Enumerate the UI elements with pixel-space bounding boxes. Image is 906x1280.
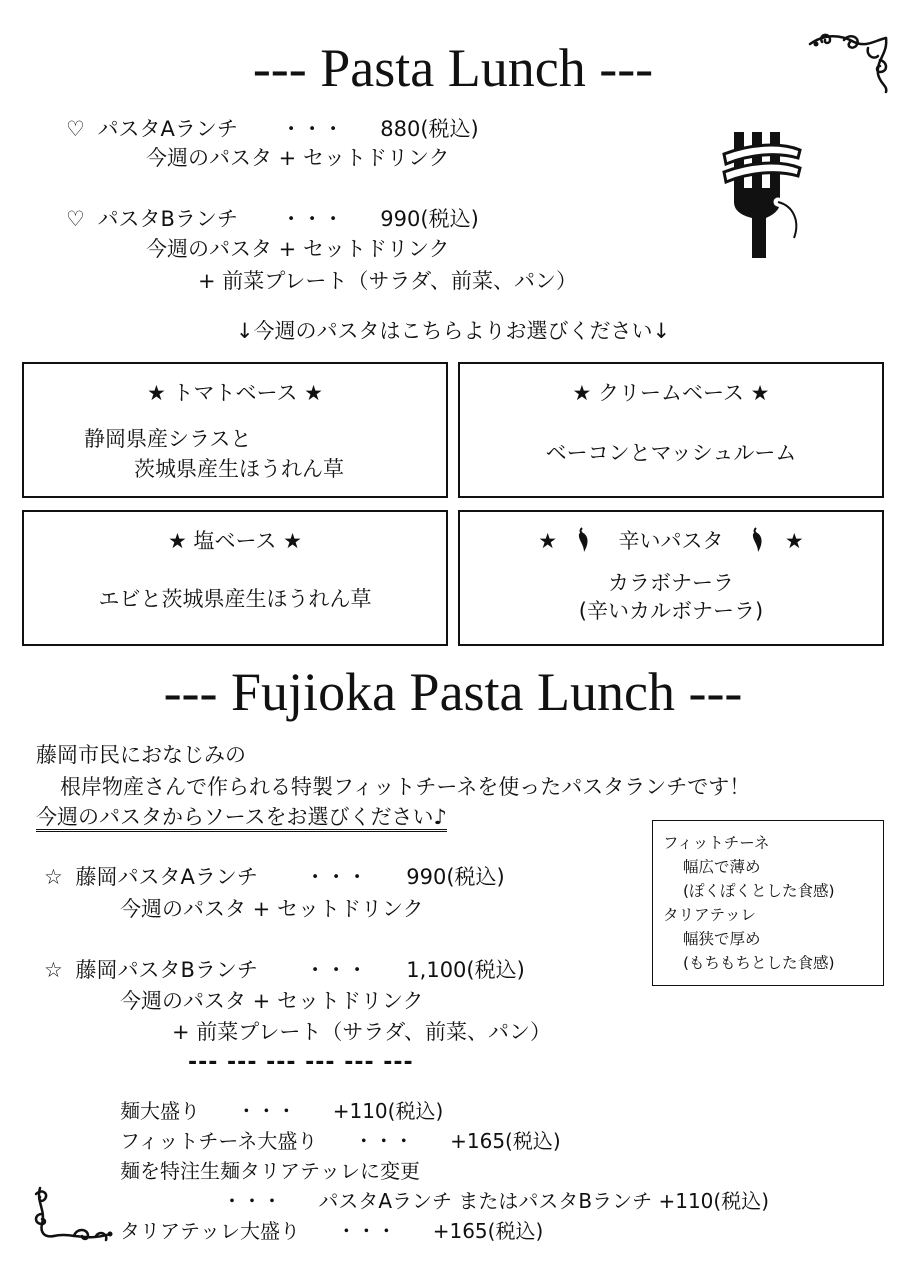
note-line: フィットチーネ bbox=[663, 834, 770, 852]
intro-line: 藤岡市民におなじみの bbox=[36, 743, 246, 767]
item-mark: ☆ bbox=[44, 865, 63, 889]
note-line: タリアテッレ bbox=[663, 906, 757, 924]
spicy-heading: 辛いパスタ bbox=[618, 529, 724, 553]
base-heading: ★ 塩ベース ★ bbox=[168, 529, 302, 553]
note-line: 幅広で薄め bbox=[683, 858, 761, 876]
item-price: 1,100(税込) bbox=[406, 958, 525, 982]
option-dots: ・・・ bbox=[336, 1219, 397, 1243]
item-name: 藤岡パスタBランチ bbox=[75, 958, 258, 982]
item-desc: + 前菜プレート（サラダ、前菜、パン） bbox=[198, 269, 577, 293]
item-dots: ・・・ bbox=[280, 117, 344, 141]
intro-line bbox=[36, 802, 447, 832]
base-box-spicy bbox=[458, 510, 884, 646]
item-name: 藤岡パスタAランチ bbox=[75, 865, 258, 889]
option-row bbox=[120, 1156, 420, 1186]
option-row bbox=[120, 1216, 543, 1246]
item-mark: ♡ bbox=[66, 117, 85, 141]
option-dots: ・・・ bbox=[222, 1189, 282, 1213]
base-box-tomato bbox=[22, 362, 448, 498]
item-desc: + 前菜プレート（サラダ、前菜、パン） bbox=[172, 1020, 551, 1044]
item-mark: ☆ bbox=[44, 958, 63, 982]
item-desc: 今週のパスタ + セットドリンク bbox=[120, 897, 424, 921]
option-row bbox=[120, 1126, 561, 1156]
menu-item-fujioka-a bbox=[44, 862, 505, 892]
base-desc: 静岡県産シラスと bbox=[84, 427, 252, 451]
base-desc: (辛いカルボナーラ) bbox=[578, 599, 764, 623]
base-desc: エビと茨城県産生ほうれん草 bbox=[98, 587, 372, 611]
base-heading bbox=[460, 526, 882, 556]
base-desc: 茨城県産生ほうれん草 bbox=[134, 457, 344, 481]
base-heading: ★ トマトベース ★ bbox=[147, 381, 323, 405]
note-line: (ぽくぽくとした食感) bbox=[683, 882, 835, 900]
item-price: 880(税込) bbox=[380, 117, 479, 141]
option-price: パスタAランチ またはパスタBランチ +110(税込) bbox=[318, 1189, 770, 1213]
option-label: タリアテッレ大盛り bbox=[120, 1219, 300, 1243]
item-desc: 今週のパスタ + セットドリンク bbox=[146, 237, 450, 261]
option-label: フィットチーネ大盛り bbox=[120, 1129, 318, 1153]
item-price: 990(税込) bbox=[406, 865, 505, 889]
menu-item-fujioka-b bbox=[44, 955, 525, 985]
chili-pepper-icon bbox=[574, 526, 594, 554]
menu-item-pasta-a bbox=[66, 114, 479, 144]
base-desc: ベーコンとマッシュルーム bbox=[545, 441, 797, 465]
base-box-salt bbox=[22, 510, 448, 646]
star-left: ★ bbox=[538, 529, 558, 553]
item-mark: ♡ bbox=[66, 207, 85, 231]
intro-line: 根岸物産さんで作られる特製フィットチーネを使ったパスタランチです！ bbox=[60, 775, 751, 799]
item-desc: 今週のパスタ + セットドリンク bbox=[120, 989, 424, 1013]
note-line: 幅狭で厚め bbox=[683, 930, 761, 948]
item-name: パスタAランチ bbox=[97, 117, 238, 141]
fujioka-pasta-lunch-title: --- Fujioka Pasta Lunch --- bbox=[163, 662, 743, 722]
base-box-cream bbox=[458, 362, 884, 498]
option-price: +165(税込) bbox=[450, 1129, 561, 1153]
option-price: +110(税込) bbox=[332, 1099, 444, 1123]
corner-ornament-icon bbox=[30, 1184, 116, 1244]
item-price: 990(税込) bbox=[380, 207, 479, 231]
item-dots: ・・・ bbox=[304, 865, 368, 889]
item-desc: 今週のパスタ + セットドリンク bbox=[146, 146, 450, 170]
option-price: +165(税込) bbox=[432, 1219, 544, 1243]
option-label: 麺を特注生麺タリアテッレに変更 bbox=[120, 1159, 420, 1183]
option-dots: ・・・ bbox=[353, 1129, 414, 1153]
item-name: パスタBランチ bbox=[97, 207, 238, 231]
note-line: (もちもちとした食感) bbox=[683, 954, 835, 972]
menu-item-pasta-b bbox=[66, 204, 479, 234]
chili-pepper-icon bbox=[748, 526, 768, 554]
option-row bbox=[120, 1096, 443, 1126]
fork-pasta-icon bbox=[720, 128, 804, 262]
intro-underlined: 今週のパスタからソースをお選びください♪ bbox=[36, 805, 447, 832]
item-dots: ・・・ bbox=[304, 958, 368, 982]
option-row bbox=[222, 1186, 769, 1216]
noodle-note-box bbox=[652, 820, 884, 986]
divider: --- --- --- --- --- --- bbox=[188, 1050, 414, 1075]
item-dots: ・・・ bbox=[280, 207, 344, 231]
option-dots: ・・・ bbox=[236, 1099, 297, 1123]
pasta-lunch-title: --- Pasta Lunch --- bbox=[252, 38, 654, 98]
star-right: ★ bbox=[784, 529, 804, 553]
option-label: 麺大盛り bbox=[120, 1099, 200, 1123]
base-desc: カラボナーラ bbox=[608, 571, 734, 595]
selection-instruction: ↓今週のパスタはこちらよりお選びください↓ bbox=[235, 319, 671, 343]
base-heading: ★ クリームベース ★ bbox=[572, 381, 770, 405]
